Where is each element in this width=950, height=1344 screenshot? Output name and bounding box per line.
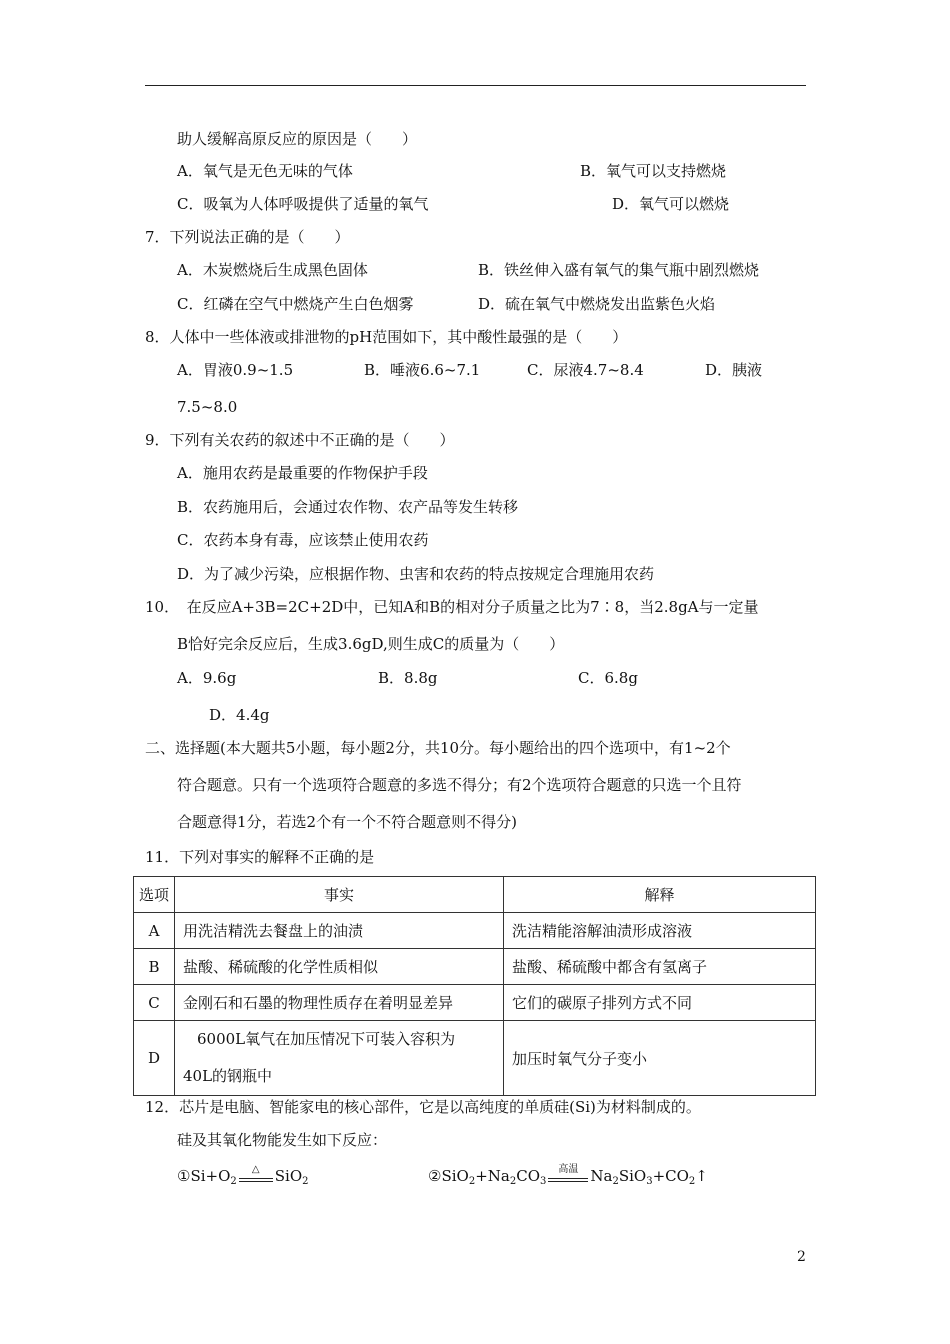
header-option: 选项 [134, 877, 175, 913]
q7-option-a: A．木炭燃烧后生成黑色固体 [177, 261, 368, 279]
header-fact: 事实 [175, 877, 504, 913]
q10-option-d: D．4.4g [209, 706, 270, 724]
page-number: 2 [797, 1249, 806, 1265]
row-fact [175, 1021, 504, 1096]
table-row [134, 985, 816, 1021]
q11-table [133, 876, 816, 1096]
q12-stem-line2: 硅及其氧化物能发生如下反应： [177, 1131, 388, 1149]
table-row [134, 949, 816, 985]
q8-option-c: C．尿液4.7~8.4 [527, 361, 644, 379]
q10-option-c: C．6.8g [578, 669, 638, 687]
q9-option-d: D．为了减少污染，应根据作物、虫害和农药的特点按规定合理施用农药 [177, 565, 655, 583]
reaction-1: $①Si+O_2$ △ SiO$_2$ [177, 1164, 309, 1187]
q6-option-d: D．氧气可以燃烧 [612, 195, 730, 213]
header-rule [145, 85, 806, 86]
row-explanation: 它们的碳原子排列方式不同 [504, 985, 816, 1021]
q10-stem-line1: 10． 在反应A+3B=2C+2D中，已知A和B的相对分子质量之比为7∶8，当2.8gA与一定量 [145, 598, 759, 616]
row-option: B [134, 949, 175, 985]
row-fact-line1: 6000L氧气在加压情况下可装入容积为 [197, 1030, 456, 1048]
q7-option-d: D．硫在氧气中燃烧发出监紫色火焰 [478, 295, 716, 313]
reaction-1-number: ① [177, 1167, 191, 1185]
row-explanation: 盐酸、稀硫酸中都含有氢离子 [504, 949, 816, 985]
row-fact-line2: 40L的钢瓶中 [183, 1067, 273, 1085]
reaction-2-number: ② [428, 1167, 442, 1185]
row-explanation: 加压时氧气分子变小 [504, 1021, 816, 1096]
section2-line1: 二、选择题(本大题共5小题，每小题2分，共10分。每小题给出的四个选项中，有1~2个 [145, 739, 731, 757]
q9-option-a: A．施用农药是最重要的作物保护手段 [177, 464, 428, 482]
row-fact: 盐酸、稀硫酸的化学性质相似 [175, 949, 504, 985]
q7-option-b: B．铁丝伸入盛有氧气的集气瓶中剧烈燃烧 [478, 261, 760, 279]
q12-stem-line1: 12．芯片是电脑、智能家电的核心部件，它是以高纯度的单质硅(Si)为材料制成的。 [145, 1098, 701, 1116]
q9-stem: 9．下列有关农药的叙述中不正确的是（ ） [145, 431, 455, 449]
row-option: A [134, 913, 175, 949]
q10-stem-line2: B恰好完余反应后，生成3.6gD,则生成C的质量为（ ） [177, 635, 565, 653]
q10-option-b: B．8.8g [378, 669, 438, 687]
heat-condition-sign: △ [239, 1170, 273, 1184]
q9-option-c: C．农药本身有毒，应该禁止使用农药 [177, 531, 429, 549]
q7-stem: 7．下列说法正确的是（ ） [145, 228, 350, 246]
table-header-row [134, 877, 816, 913]
row-option: D [134, 1021, 175, 1096]
q11-stem: 11．下列对事实的解释不正确的是 [145, 848, 375, 866]
q7-option-c: C．红磷在空气中燃烧产生白色烟雾 [177, 295, 414, 313]
reaction-2: $②SiO_2+Na_2CO_3$ 高温 $Na_2SiO_3+CO_2↑$ [428, 1164, 708, 1187]
q9-option-b: B．农药施用后，会通过农作物、农产品等发生转移 [177, 498, 519, 516]
section2-line2: 符合题意。只有一个选项符合题意的多选不得分；有2个选项符合题意的只选一个且符 [177, 776, 742, 794]
table-row [134, 1021, 816, 1096]
row-fact: 用洗洁精洗去餐盘上的油渍 [175, 913, 504, 949]
header-explanation: 解释 [504, 877, 816, 913]
row-fact: 金刚石和石墨的物理性质存在着明显差异 [175, 985, 504, 1021]
q6-option-a: A．氧气是无色无味的气体 [177, 162, 353, 180]
q6-stem: 助人缓解高原反应的原因是（ ） [177, 130, 418, 148]
row-explanation: 洗洁精能溶解油渍形成溶液 [504, 913, 816, 949]
high-temp-condition-sign: 高温 [548, 1170, 588, 1184]
row-option: C [134, 985, 175, 1021]
q10-option-a: A．9.6g [177, 669, 237, 687]
q8-option-a: A．胃液0.9~1.5 [177, 361, 294, 379]
q8-stem: 8．人体中一些体液或排泄物的pH范围如下，其中酸性最强的是（ ） [145, 328, 628, 346]
table-row [134, 913, 816, 949]
gas-arrow-icon: ↑ [695, 1167, 708, 1185]
section2-line3: 合题意得1分，若选2个有一个不符合题意则不得分) [177, 813, 517, 831]
q8-option-d-cont: 7.5~8.0 [177, 398, 238, 416]
q8-option-d: D．胰液 [705, 361, 763, 379]
q6-option-b: B．氧气可以支持燃烧 [580, 162, 727, 180]
q8-option-b: B．唾液6.6~7.1 [364, 361, 481, 379]
q6-option-c: C．吸氧为人体呼吸提供了适量的氧气 [177, 195, 429, 213]
